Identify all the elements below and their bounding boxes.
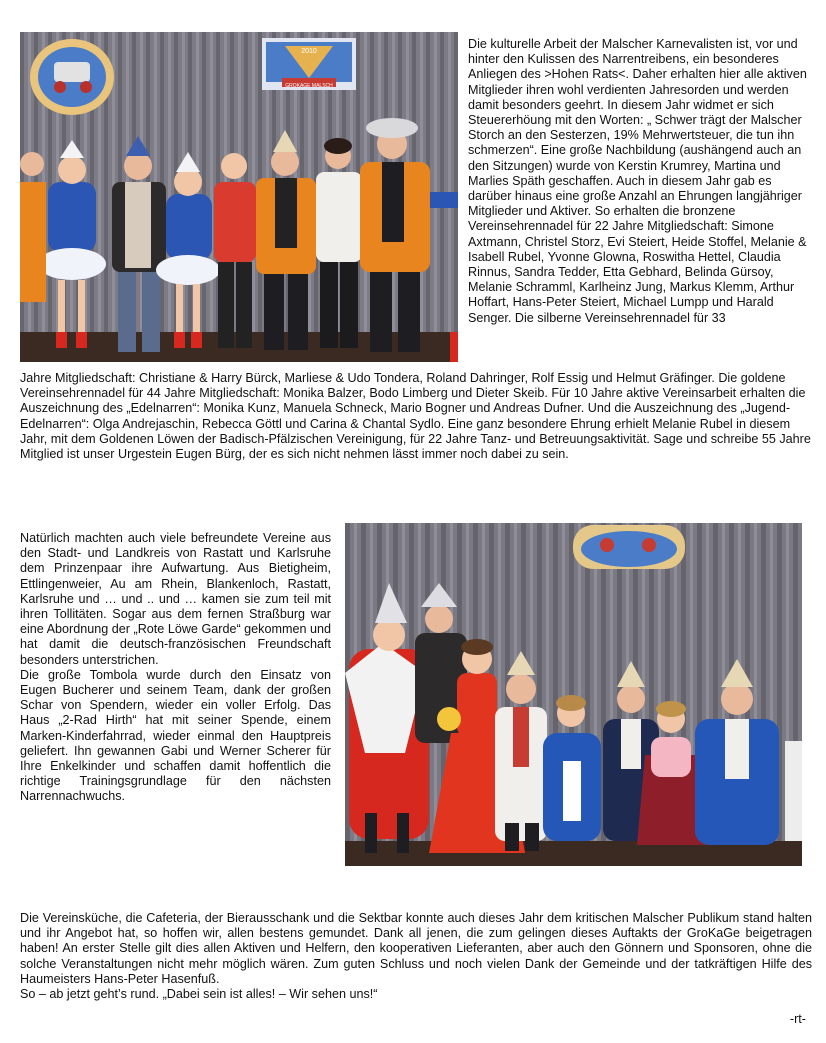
photo-honoured-members bbox=[20, 32, 458, 362]
closing-section bbox=[20, 911, 812, 1002]
intro-column-text: Die kulturelle Arbeit der Malscher Karnevalisten ist, vor und hinter den Kulissen des Narrentreibens, ein besonderes Anliegen des >Hohen Rats<. Daher erhalten hier alle aktiven Mitglieder ihren wohl verdienten Jahresorden und werden damit besonders geehrt. In diesem Jahr widmet er sich Steuererhöung mit den Worten: „ Schwer trägt der Malscher Storch an den Sesterzen, 19% Mehrwertsteuer, die tun ihn schmerzen“. Eine große Nachbildung (aushängend auch an den Sitzungen) wurde von Kerstin Krumrey, Martina und Marlies Späth geschaffen. Auch in diesem Jahr gab es darüber hinaus eine große Anzahl an Ehrungen langjähriger Mitglieder und Aktiver. So erhalten die bronzene Vereinsehrennadel für 22 Jahre Mitgliedschaft: Simone Axtmann, Christel Storz, Evi Steiert, Heide Stoffel, Melanie & Isabell Rubel, Yvonne Glowna, Roswitha Hettel, Claudia Rinnus, Sandra Tedder, Etta Gebhard, Belinda Gürsoy, Melanie Schramml, Karlheinz Jung, Markus Klemm, Arthur Hoffart, Hans-Peter Steiert, Michael Lumpp und Harald Senger. Die silberne Vereinsehrennadel für 33 bbox=[468, 37, 807, 325]
guests-column bbox=[20, 531, 331, 805]
intro-continued-text: Jahre Mitgliedschaft: Christiane & Harry Bürck, Marliese & Udo Tondera, Roland Dahringer, Rolf Essig und Helmut Gräfinger. Die goldene Vereinsehrennadel für 44 Jahre Mitgliedschaft: Monika Balzer, Bodo Limberg und Dieter Skeib. Für 10 Jahre aktive Vereinsarbeit erhalten die Auszeichnung des „Edelnarren“: Monika Kunz, Manuela Schneck, Mario Bogner und Andreas Dufner. Und die Auszeichnung des „Jugend-Edelnarren“: Olga Andrejaschin, Rebecca Göttl und Carina & Chantal Sydlo. Eine ganz besondere Ehrung erhielt Melanie Rubel in diesem Jahr, mit dem Goldenen Löwen der Badisch-Pfälzischen Vereinigung, für 22 Jahre Tanz- und Betreuungsaktivität. Sage und schreibe 55 Jahre Mitglied ist unser Urgestein Eugen Bürg, der es sich nicht nehmen lässt immer noch dabei zu sein. bbox=[20, 371, 811, 462]
svg-text:2010: 2010 bbox=[301, 48, 317, 55]
tombola-paragraph: Die große Tombola wurde durch den Einsatz von Eugen Bucherer und seinem Team, dank der großen Schar von Spendern, wieder ein voller Erfolg. Das Haus „2-Rad Hirth“ hat mit seiner Spende, einem Marken-Kinderfahrrad, wieder einmal den Hauptpreis geliefert. Ihn gewannen Gabi und Werner Scherer für Ihre Enkelkinder und schaffen damit hoffentlich die richtige Trainingsgrundlage für den nächsten Narrennachwuchs. bbox=[20, 667, 331, 804]
author-signature: -rt- bbox=[789, 1012, 806, 1026]
photo-guests-prince-couple bbox=[345, 523, 802, 866]
svg-text:GROKAGE MALSCH: GROKAGE MALSCH bbox=[285, 83, 333, 89]
closing-line: So – ab jetzt geht’s rund. „Dabei sein ist alles! – Wir sehen uns!“ bbox=[20, 987, 378, 1002]
closing-paragraph: Die Vereinsküche, die Cafeteria, der Bierausschank und die Sektbar konnte auch dieses Jahr dem kritischen Malscher Publikum stand halten und ihr Angebot hat, so hoffen wir, allen bestens gemundet. Dank all jenen, die zum gelingen dieses Auftakts der GroKaGe beigetragen haben! An erster Stelle gilt dies allen Aktiven und Helfern, den kooperativen Lieferanten, aber auch den Gönnern und Sponsoren, ohne die solche Veranstaltungen nicht mehr möglich wären. Zum guten Schluss und noch vielen Dank der Gemeinde und der tatkräftigen Hilfe des Haumeisters Hans-Peter Hasenfuß. bbox=[20, 911, 812, 986]
guests-paragraph: Natürlich machten auch viele befreundete Vereine aus den Stadt- und Landkreis von Rastatt und Karlsruhe dem Prinzenpaar ihre Aufwartung. Aus Bietigheim, Ettlingenweier, Au am Rhein, Blankenloch, Rastatt, Karlsruhe und … und .. und … kamen sie zum teil mit ihren Tollitäten. Sogar aus dem fernen Straßburg war eine Abordnung der „Rote Löwe Garde“ gekommen und hat damit die deutsch-französischen Freundschaft besonders unterstrichen. bbox=[20, 531, 331, 667]
